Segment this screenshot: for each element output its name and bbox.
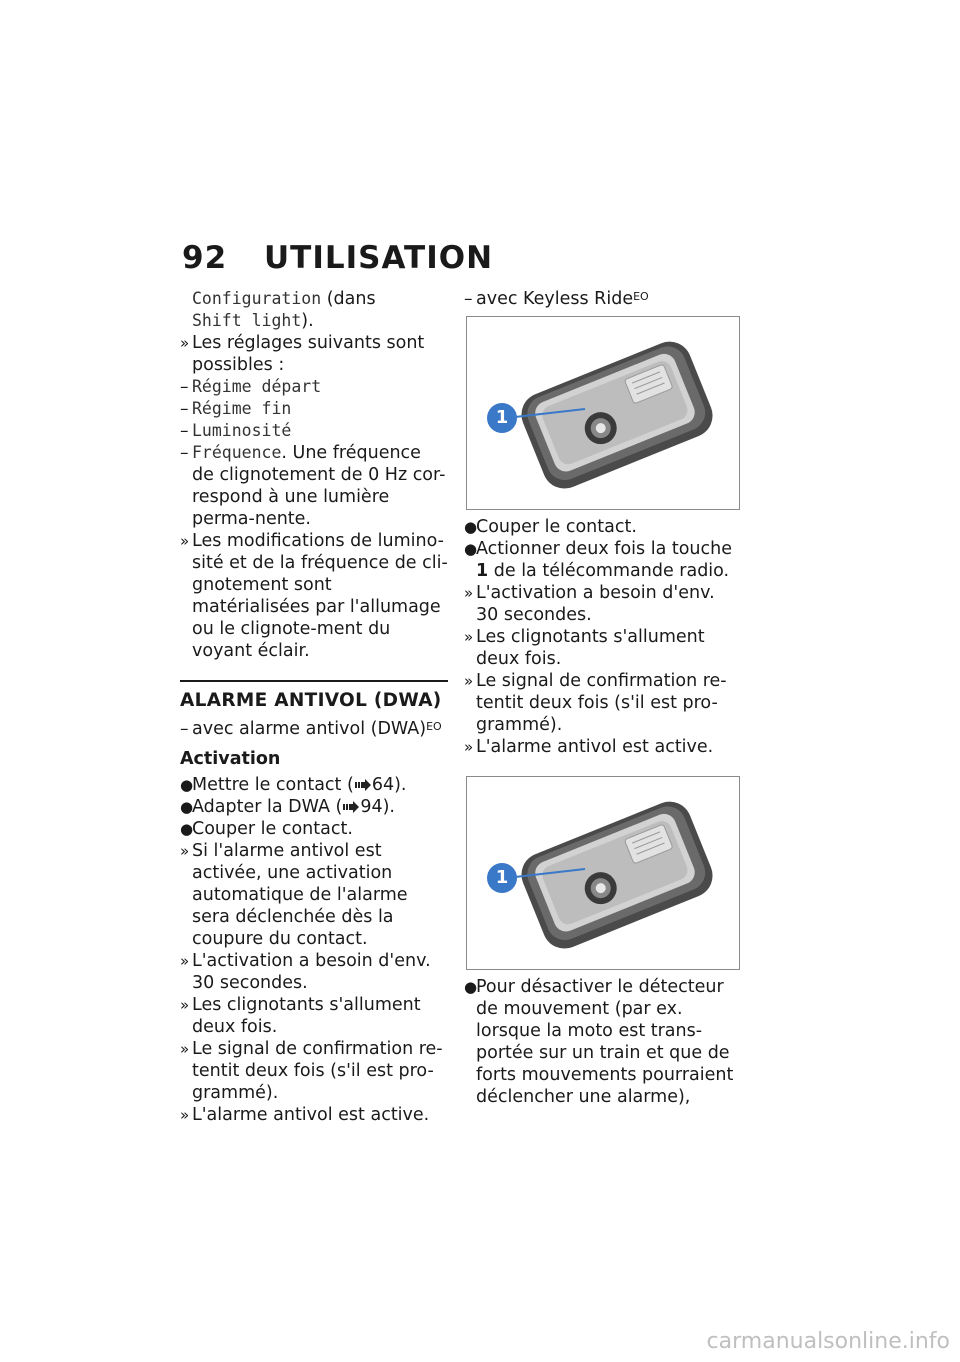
right-column (464, 288, 740, 1108)
callout-badge: 1 (487, 403, 517, 433)
result-item: » Le signal de confirmation re-tentit deux fois (s'il est pro-grammé). (180, 1039, 443, 1103)
setting-item: – Luminosité (180, 421, 292, 441)
page-header (182, 240, 493, 280)
callout-badge: 1 (487, 863, 517, 893)
section-title: ALARME ANTIVOL (DWA) (180, 680, 448, 712)
result-item: » L'alarme antivol est active. (464, 737, 714, 757)
intro-paragraph: Configuration (dans Shift light). (192, 289, 376, 331)
menu-config: Configuration (192, 289, 322, 308)
setting-item: – Fréquence. Une fréquence de clignotement de 0 Hz cor-respond à une lumière perma-nente. (180, 443, 446, 529)
key-fob-figure-2 (466, 776, 740, 970)
menu-shift-light: Shift light (192, 311, 302, 330)
page-title: UTILISATION (264, 240, 494, 276)
page-ref-arrow-icon (342, 801, 360, 813)
result-item: » Le signal de confirmation re-tentit deux fois (s'il est pro-grammé). (464, 671, 727, 735)
step-item: ● Actionner deux fois la touche 1 de la télécommande radio. (464, 539, 733, 581)
result-item: » Les modifications de lumino-sité et de la fréquence de cli-gnotement sont matérialisées par l'allumage ou le clignote-ment du voyant éclair. (180, 531, 448, 661)
setting-item: – Régime départ (180, 377, 322, 397)
result-item: » Les clignotants s'allument deux fois. (180, 995, 421, 1037)
result-item: » L'activation a besoin d'env. 30 secondes. (464, 583, 715, 625)
step-item: ● Couper le contact. (180, 819, 353, 839)
result-item: » Si l'alarme antivol est activée, une activation automatique de l'alarme sera déclenchée dès la coupure du contact. (180, 841, 408, 949)
option-line: – avec alarme antivol (DWA)$^{EO}$ (180, 719, 442, 739)
left-column (180, 288, 448, 1126)
result-item: » Les réglages suivants sont possibles : (180, 333, 425, 375)
option-line: – avec Keyless Ride$^{EO}$ (464, 289, 649, 309)
watermark: carmanualsonline.info (706, 1329, 950, 1354)
step-item: ● Adapter la DWA ( 94). (180, 797, 395, 817)
step-item: ● Couper le contact. (464, 517, 637, 537)
subsection-title: Activation (180, 749, 281, 769)
result-item: » Les clignotants s'allument deux fois. (464, 627, 705, 669)
page-ref-arrow-icon (354, 779, 372, 791)
step-item: ● Mettre le contact ( 64). (180, 775, 407, 795)
setting-item: – Régime fin (180, 399, 292, 419)
page-number: 92 (182, 240, 228, 276)
result-item: » L'activation a besoin d'env. 30 secondes. (180, 951, 431, 993)
result-item: » L'alarme antivol est active. (180, 1105, 430, 1125)
step-item: ● Pour désactiver le détecteur de mouvement (par ex. lorsque la moto est trans-portée sur un train et que de forts mouvements pourraient déclencher une alarme), (464, 977, 734, 1107)
key-fob-figure (466, 316, 740, 510)
